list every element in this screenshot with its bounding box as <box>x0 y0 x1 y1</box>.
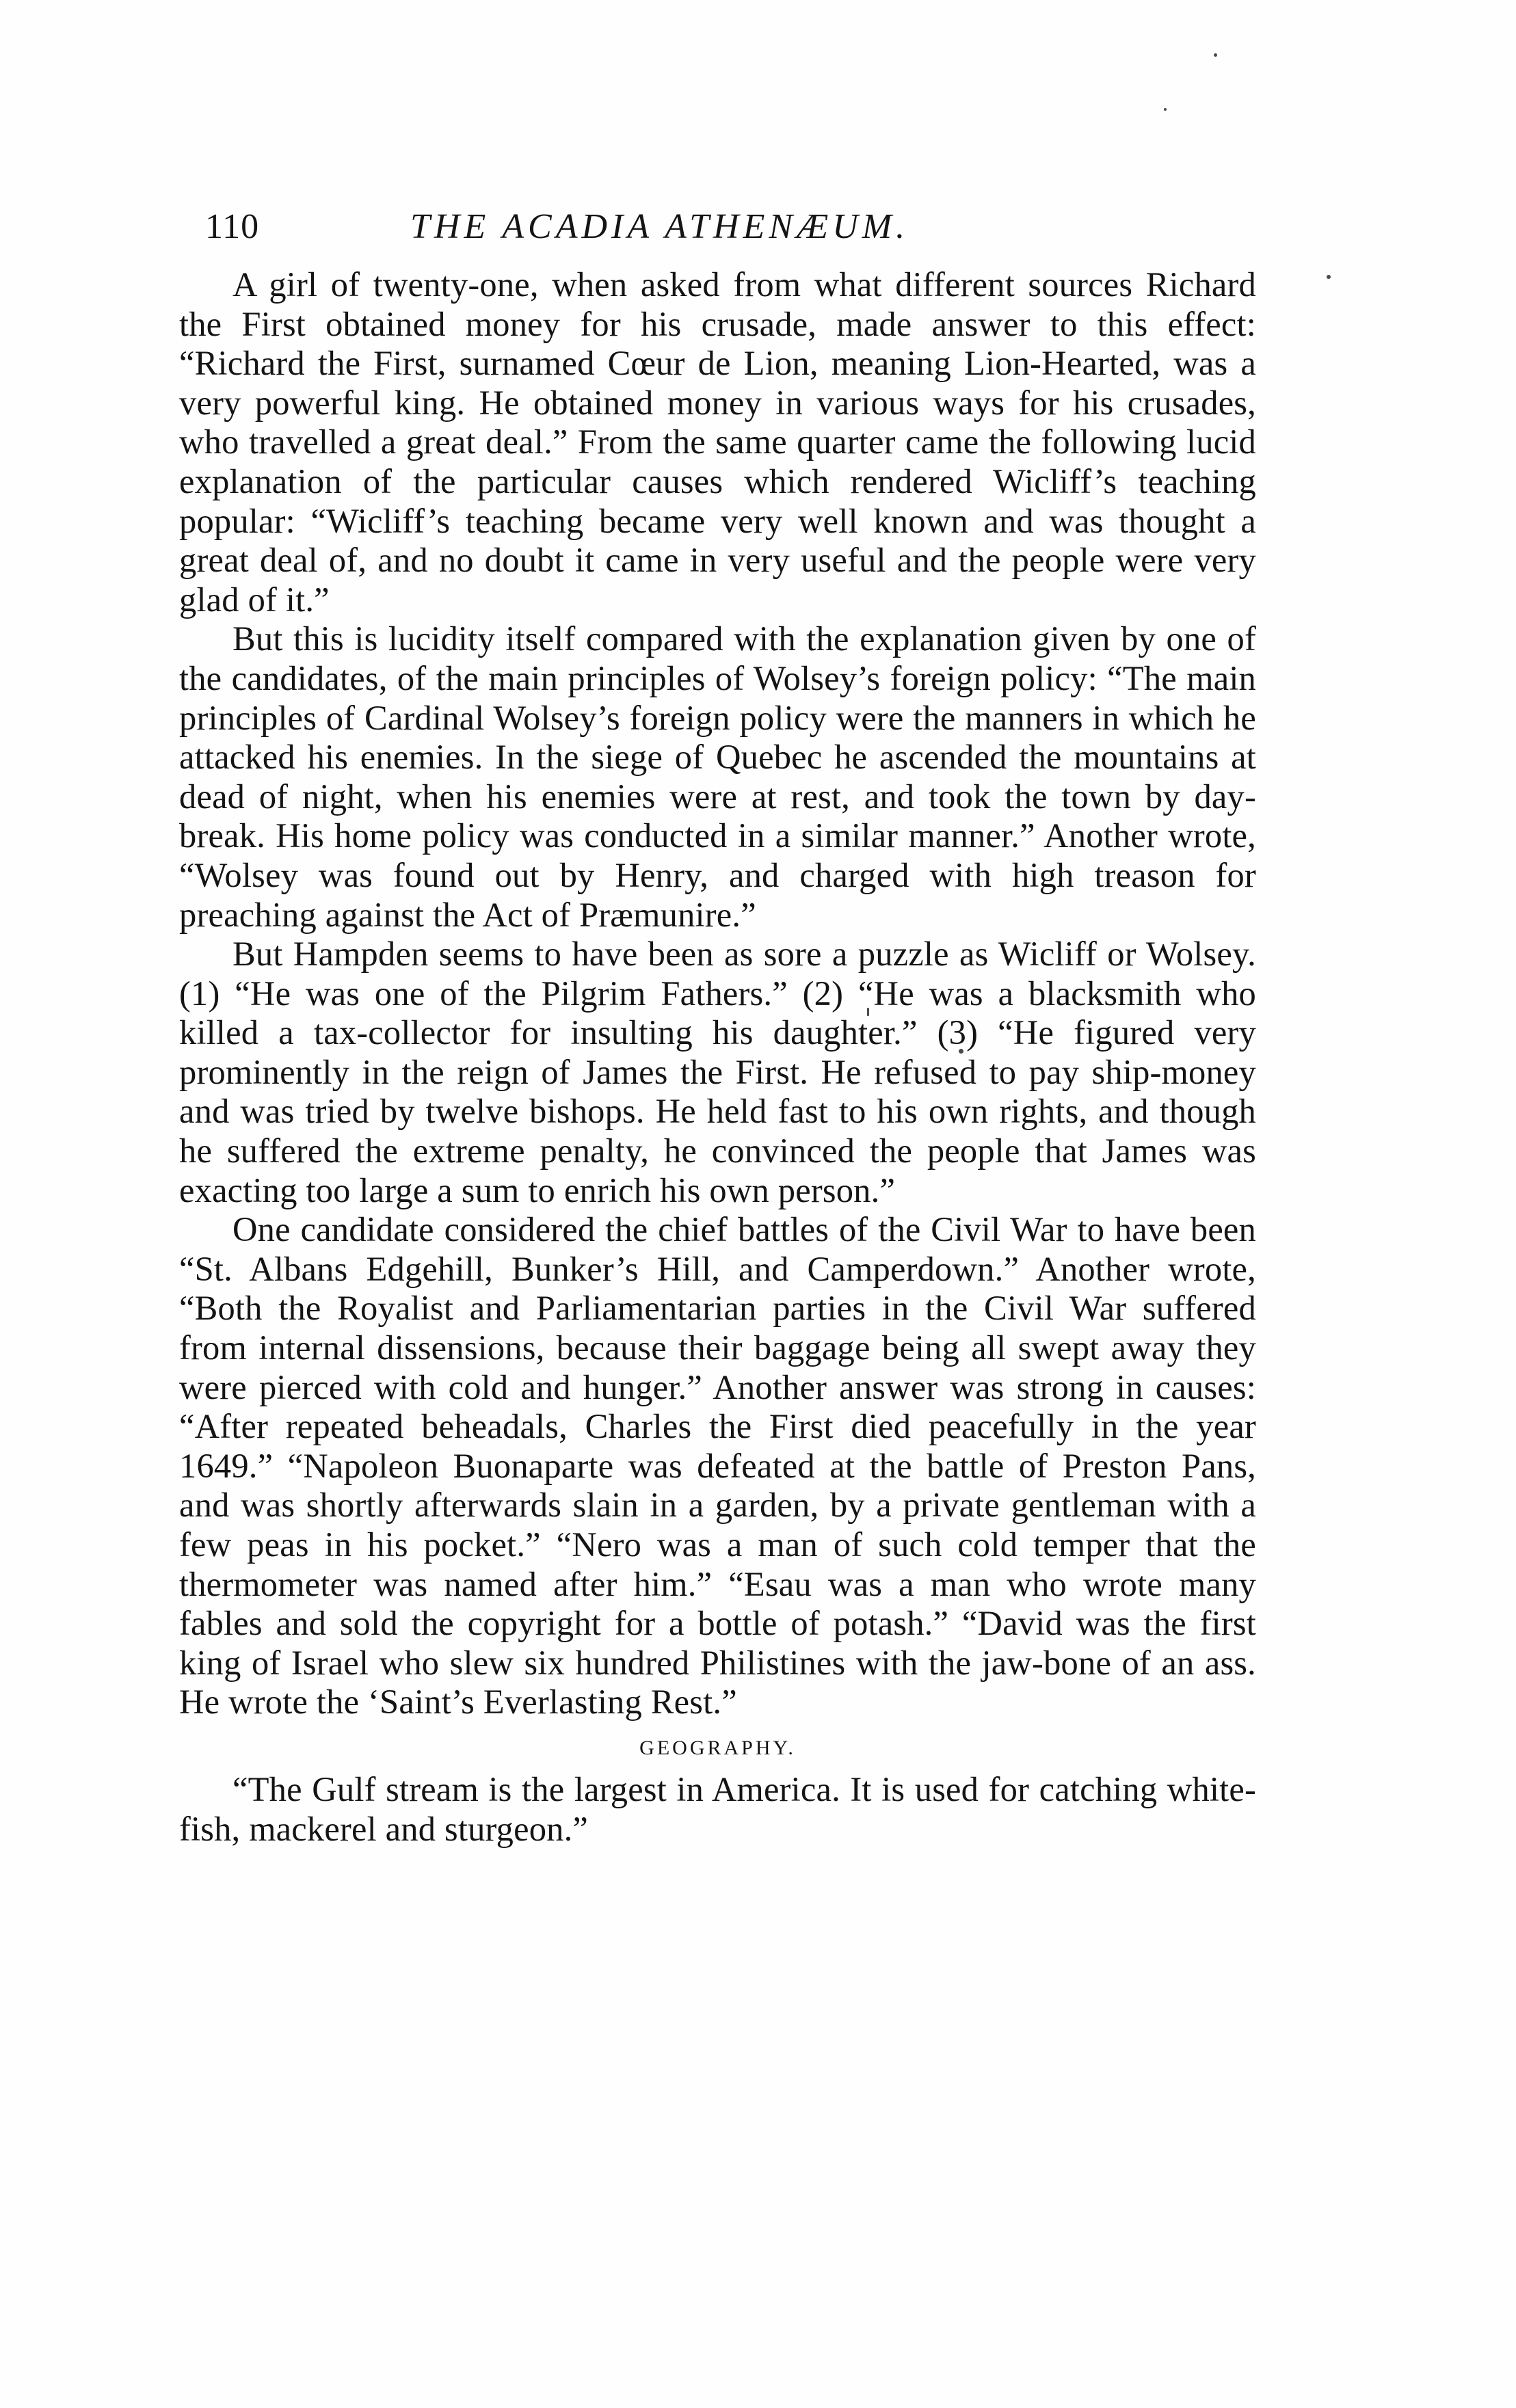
paragraph-hampden: But Hampden seems to have been as sore a puzzle as Wicliff or Wolsey. (1) “He was one of the Pilgrim Fathers.” (2) “He was a blacksmith who killed a tax-collector for insulting his daughter.” (3) “He figured very prominently in the reign of James the First. He refused to pay ship-money and was tried by twelve bishops. He held fast to his own rights, and though he suffered the extreme penalty, he convinced the people that James was exacting too large a sum to enrich his own person.” <box>179 935 1256 1209</box>
page-number: 110 <box>205 207 260 246</box>
paragraph-wolsey: But this is lucidity itself compared with the explanation given by one of the candidates, of the main principles of Wolsey’s foreign policy: “The main principles of Cardinal Wolsey’s foreign policy were the manners in which he attacked his enemies. In the siege of Quebec he ascended the mountains at dead of night, when his enemies were at rest, and took the town by day-break. His home policy was conducted in a similar manner.” Another wrote, “Wolsey was found out by Henry, and charged with high treason for preaching against the Act of Præmunire.” <box>179 619 1256 934</box>
article-body <box>179 265 1256 1849</box>
running-title: THE ACADIA ATHENÆUM. <box>410 207 909 246</box>
paragraph-gulf-stream: “The Gulf stream is the largest in America. It is used for catching white-fish, mackerel and sturgeon.” <box>179 1769 1256 1848</box>
page-header <box>205 200 1272 254</box>
paragraph-richard-wicliff: A girl of twenty-one, when asked from what different sources Richard the First obtained money for his crusade, made answer to this effect: “Richard the First, surnamed Cœur de Lion, meaning Lion-Hearted, was a very powerful king. He obtained money in various ways for his crusades, who travelled a great deal.” From the same quarter came the following lucid explanation of the particular causes which rendered Wicliff’s teaching popular: “Wicliff’s teaching became very well known and was thought a great deal of, and no doubt it came in very useful and the people were very glad of it.” <box>179 265 1256 619</box>
ink-speck <box>1327 275 1331 279</box>
ink-speck <box>1164 108 1167 111</box>
paragraph-civil-war: One candidate considered the chief battles of the Civil War to have been “St. Albans Edgehill, Bunker’s Hill, and Camperdown.” Another wrote, “Both the Royalist and Parliamentarian parties in the Civil War suffered from internal dissensions, because their baggage being all swept away they were pierced with cold and hunger.” Another answer was strong in causes: “After repeated beheadals, Charles the First died peacefully in the year 1649.” “Napoleon Buonaparte was defeated at the battle of Preston Pans, and was shortly afterwards slain in a garden, by a private gentleman with a few peas in his pocket.” “Nero was a man of such cold temper that the thermometer was named after him.” “Esau was a man who wrote many fables and sold the copyright for a bottle of potash.” “David was the first king of Israel who slew six hundred Philistines with the jaw-bone of an ass. He wrote the ‘Saint’s Everlasting Rest.” <box>179 1210 1256 1722</box>
ink-speck <box>1214 53 1217 57</box>
section-heading-geography: GEOGRAPHY. <box>639 1736 796 1759</box>
